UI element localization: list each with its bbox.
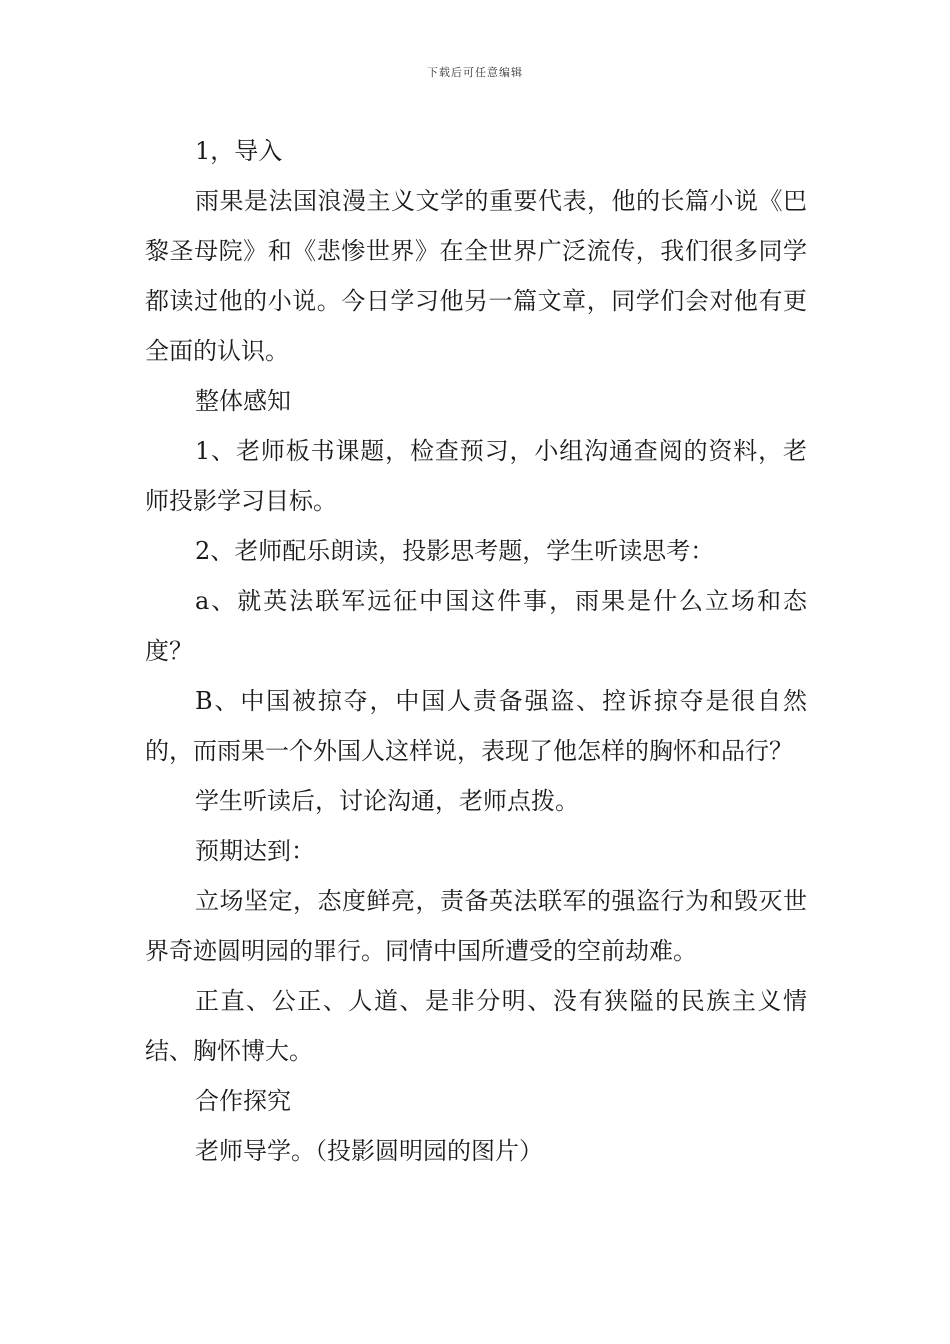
section-heading-cooperative-inquiry: 合作探究 bbox=[195, 1087, 291, 1115]
answer-a: 立场坚定，态度鲜亮，责备英法联军的强盗行为和毁灭世界奇迹圆明园的罪行。同情中国所遭受的空前劫难。 bbox=[145, 887, 807, 965]
question-a: a、就英法联军远征中国这件事，雨果是什么立场和态度？ bbox=[145, 587, 807, 665]
paragraph-teacher-guide: 老师导学。（投影圆明园的图片） bbox=[195, 1137, 543, 1165]
section-heading-intro: 1，导入 bbox=[195, 137, 283, 165]
paragraph-step-2: 2、老师配乐朗读，投影思考题，学生听读思考： bbox=[195, 537, 715, 565]
paragraph-intro: 雨果是法国浪漫主义文学的重要代表，他的长篇小说《巴黎圣母院》和《悲惨世界》在全世界广泛流传，我们很多同学都读过他的小说。今日学习他另一篇文章，同学们会对他有更全面的认识。 bbox=[145, 187, 807, 365]
section-heading-overall-perception: 整体感知 bbox=[195, 387, 291, 415]
page-header: 下载后可任意编辑 bbox=[427, 66, 523, 79]
question-b: B、中国被掠夺，中国人责备强盗、控诉掠夺是很自然的，而雨果一个外国人这样说，表现了他怎样的胸怀和品行？ bbox=[145, 687, 807, 765]
answer-b: 正直、公正、人道、是非分明、没有狭隘的民族主义情结、胸怀博大。 bbox=[145, 987, 807, 1065]
paragraph-step-1: 1、老师板书课题，检查预习，小组沟通查阅的资料，老师投影学习目标。 bbox=[145, 437, 807, 515]
paragraph-expected: 预期达到： bbox=[195, 837, 315, 865]
paragraph-discussion: 学生听读后，讨论沟通，老师点拨。 bbox=[195, 787, 579, 815]
document-body bbox=[145, 126, 807, 1176]
